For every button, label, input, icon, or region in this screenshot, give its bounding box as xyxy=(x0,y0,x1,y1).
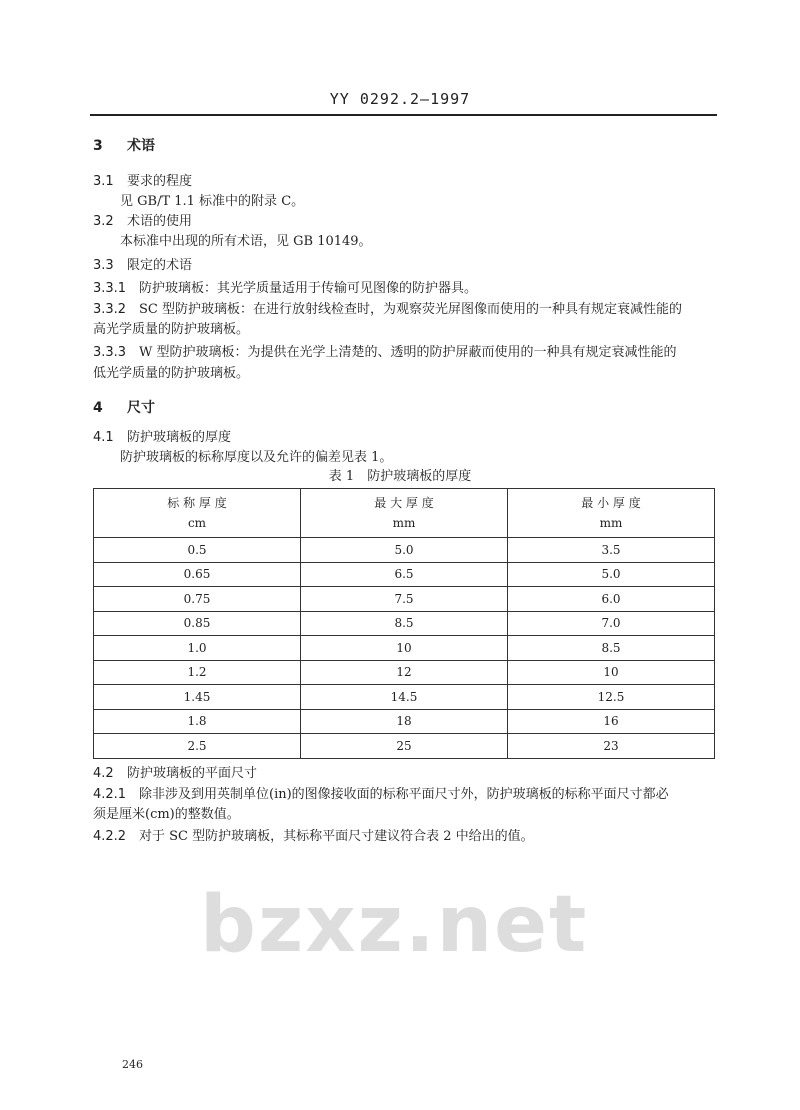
section-heading xyxy=(93,400,155,417)
table-cell: 1.8 xyxy=(94,709,301,734)
header-unit: mm xyxy=(392,516,416,530)
table-cell: 10 xyxy=(301,636,508,661)
table-caption: 表 1 防护玻璃板的厚度 xyxy=(328,469,472,484)
clause xyxy=(93,173,192,190)
clause-number: 4 xyxy=(93,400,103,416)
clause-text: W 型防护玻璃板：为提供在光学上清楚的、透明的防护屏蔽而使用的一种具有规定衰减性能的 xyxy=(139,345,677,360)
clause-text: 术语 xyxy=(127,138,155,154)
table-cell: 7.0 xyxy=(508,611,715,636)
clause-text: 防护玻璃板：其光学质量适用于传输可见图像的防护器具。 xyxy=(139,281,478,296)
clause-number: 3.3 xyxy=(93,258,114,273)
clause-text: 除非涉及到用英制单位(in)的图像接收面的标称平面尺寸外，防护玻璃板的标称平面尺寸都必 xyxy=(139,787,669,802)
clause xyxy=(93,429,231,446)
clause-number: 3.1 xyxy=(93,174,114,189)
table-cell: 1.0 xyxy=(94,636,301,661)
table-row xyxy=(94,734,715,759)
table-row xyxy=(94,660,715,685)
table-row xyxy=(94,611,715,636)
table-cell: 12 xyxy=(301,660,508,685)
paragraph xyxy=(120,193,304,210)
clause-number: 4.2.2 xyxy=(93,829,127,844)
table-row xyxy=(94,685,715,710)
clause-text: 尺寸 xyxy=(127,400,155,416)
paragraph xyxy=(120,449,392,466)
clause xyxy=(93,786,669,803)
table-cell: 7.5 xyxy=(301,587,508,612)
clause xyxy=(93,828,534,845)
section-heading xyxy=(93,138,155,155)
watermark: bzxz.net xyxy=(200,880,589,970)
clause-text: 低光学质量的防护玻璃板。 xyxy=(93,366,250,381)
clause-number: 4.2 xyxy=(93,766,114,781)
table-cell: 0.85 xyxy=(94,611,301,636)
clause-text: 本标准中出现的所有术语，见 GB 10149。 xyxy=(120,234,372,249)
paragraph xyxy=(93,365,249,382)
clause-text: 防护玻璃板的厚度 xyxy=(127,430,232,445)
table-row xyxy=(94,562,715,587)
standard-header: YY 0292.2—1997 xyxy=(329,90,471,108)
table-cell: 1.45 xyxy=(94,685,301,710)
table-cell: 14.5 xyxy=(301,685,508,710)
table-row xyxy=(94,538,715,563)
clause-number: 3.3.1 xyxy=(93,281,127,296)
table-cell: 1.2 xyxy=(94,660,301,685)
clause xyxy=(93,344,677,361)
header-label: 最 大 厚 度 xyxy=(374,496,434,510)
table-row xyxy=(94,636,715,661)
table-cell: 6.0 xyxy=(508,587,715,612)
table-cell: 0.5 xyxy=(94,538,301,563)
clause xyxy=(93,765,257,782)
paragraph xyxy=(93,806,240,823)
clause-text: 对于 SC 型防护玻璃板，其标称平面尺寸建议符合表 2 中给出的值。 xyxy=(139,829,534,844)
clause-text: 高光学质量的防护玻璃板。 xyxy=(93,322,250,337)
clause-text: 见 GB/T 1.1 标准中的附录 C。 xyxy=(120,194,305,209)
clause-text: 要求的程度 xyxy=(127,174,193,189)
table-cell: 0.75 xyxy=(94,587,301,612)
header-unit: cm xyxy=(187,516,207,530)
clause-text: 术语的使用 xyxy=(127,214,193,229)
header-rule xyxy=(90,114,717,116)
clause-text: SC 型防护玻璃板：在进行放射线检查时，为观察荧光屏图像而使用的一种具有规定衰减性能的 xyxy=(139,302,682,317)
clause-number: 3.3.2 xyxy=(93,302,127,317)
table-cell: 8.5 xyxy=(301,611,508,636)
clause xyxy=(93,280,477,297)
clause-number: 4.2.1 xyxy=(93,787,127,802)
table-cell: 10 xyxy=(508,660,715,685)
clause-number: 4.1 xyxy=(93,430,114,445)
thickness-table xyxy=(93,488,715,759)
table-cell: 6.5 xyxy=(301,562,508,587)
clause-number: 3.3.3 xyxy=(93,345,127,360)
header-cell xyxy=(94,489,301,538)
header-label: 标 称 厚 度 xyxy=(167,496,227,510)
clause-number: 3 xyxy=(93,138,103,154)
clause-text: 防护玻璃板的平面尺寸 xyxy=(127,766,258,781)
paragraph xyxy=(93,321,249,338)
header-label: 最 小 厚 度 xyxy=(581,496,641,510)
table-cell: 25 xyxy=(301,734,508,759)
table-row xyxy=(94,709,715,734)
table-cell: 16 xyxy=(508,709,715,734)
clause xyxy=(93,213,192,230)
header-unit: mm xyxy=(599,516,623,530)
table-cell: 8.5 xyxy=(508,636,715,661)
paragraph xyxy=(120,233,372,250)
clause-text: 防护玻璃板的标称厚度以及允许的偏差见表 1。 xyxy=(120,450,393,465)
table-cell: 5.0 xyxy=(301,538,508,563)
table-cell: 2.5 xyxy=(94,734,301,759)
clause xyxy=(93,257,192,274)
table-cell: 18 xyxy=(301,709,508,734)
header-cell xyxy=(301,489,508,538)
table-cell: 5.0 xyxy=(508,562,715,587)
table-cell: 23 xyxy=(508,734,715,759)
clause-text: 须是厘米(cm)的整数值。 xyxy=(93,807,240,822)
page-number: 246 xyxy=(122,1058,143,1071)
clause xyxy=(93,301,682,318)
header-cell xyxy=(508,489,715,538)
table-cell: 12.5 xyxy=(508,685,715,710)
clause-text: 限定的术语 xyxy=(127,258,193,273)
table-row xyxy=(94,587,715,612)
table-header-row xyxy=(94,489,715,538)
table-cell: 0.65 xyxy=(94,562,301,587)
table-cell: 3.5 xyxy=(508,538,715,563)
clause-number: 3.2 xyxy=(93,214,114,229)
